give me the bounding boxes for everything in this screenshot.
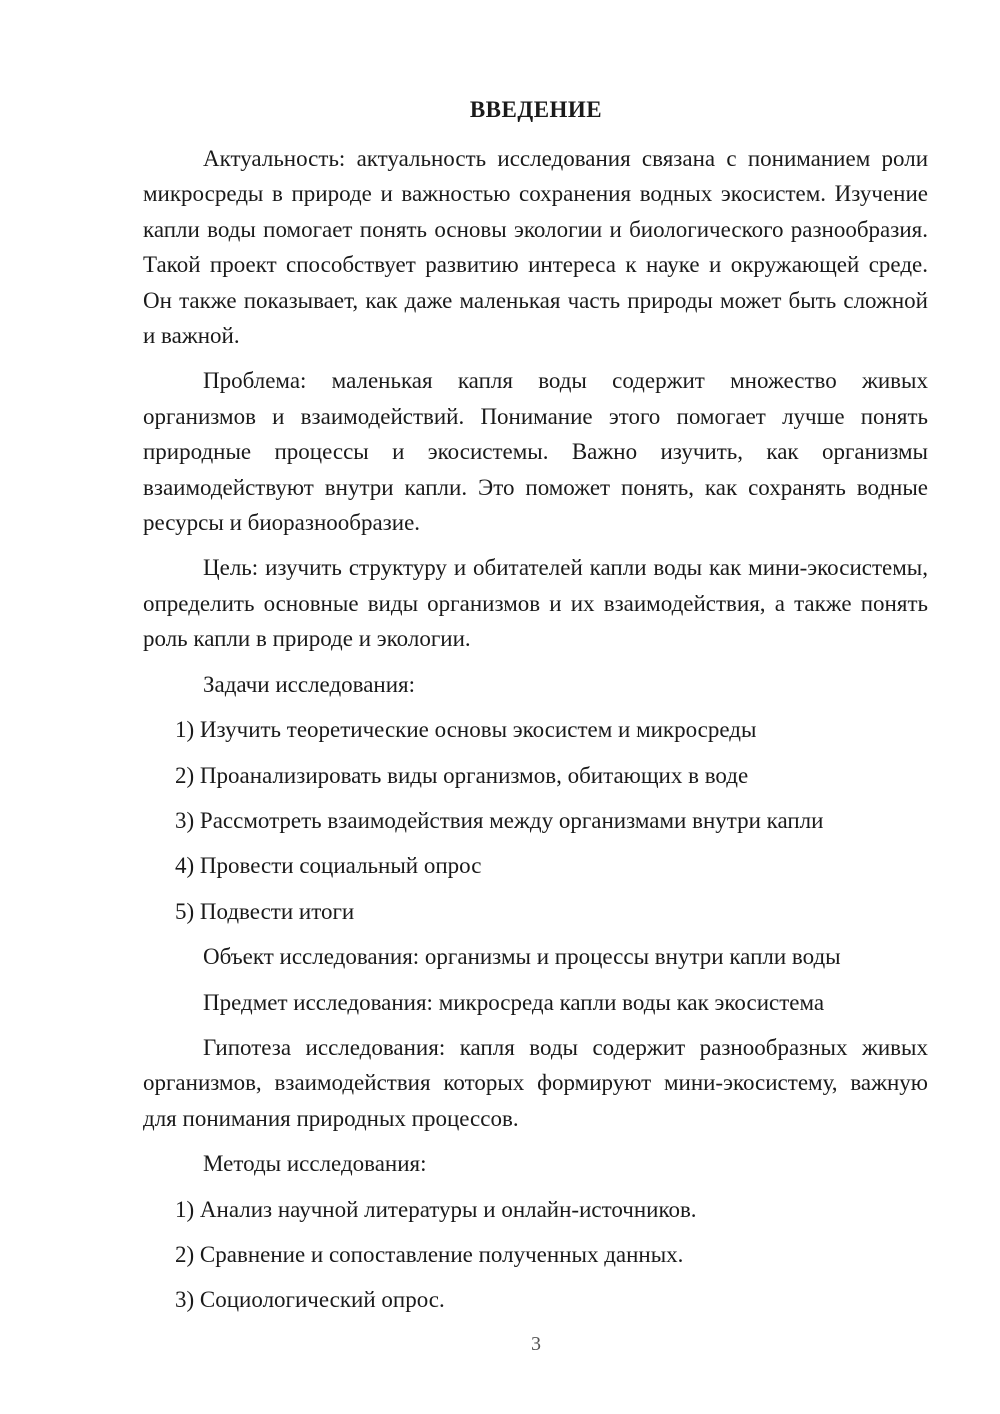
- task-item-1: 1) Изучить теоретические основы экосистем и микросреды: [175, 717, 757, 743]
- paragraph-hypothesis: Гипотеза исследования: капля воды содержит разнообразных живых организмов, взаимодействия которых формируют мини-экосистему, важную для понимания природных процессов.: [143, 1034, 928, 1131]
- page-number: 3: [531, 1333, 541, 1355]
- paragraph-relevance: Актуальность: актуальность исследования связана с пониманием роли микросреды в природе и важностью сохранения водных экосистем. Изучение капли воды помогает понять основы экологии и биологического разнообразия. Такой проект способствует развитию интереса к науке и окружающей среде. Он также показывает, как даже маленькая часть природы может быть сложной и важной.: [143, 146, 928, 349]
- task-item-3: 3) Рассмотреть взаимодействия между организмами внутри капли: [175, 807, 824, 833]
- task-item-5: 5) Подвести итоги: [175, 898, 355, 924]
- task-item-4: 4) Провести социальный опрос: [175, 853, 482, 879]
- page-title: ВВЕДЕНИЕ: [469, 97, 603, 122]
- method-item-2: 2) Сравнение и сопоставление полученных данных.: [175, 1241, 684, 1267]
- methods-heading: Методы исследования:: [203, 1151, 427, 1177]
- paragraph-problem: Проблема: маленькая капля воды содержит множество живых организмов и взаимодействий. Понимание этого помогает лучше понять природные процессы и экосистемы. Важно изучить, как организмы взаимодействуют внутри капли. Это поможет понять, как сохранять водные ресурсы и биоразнообразие.: [143, 368, 928, 536]
- body-text: [143, 141, 928, 1328]
- tasks-heading: Задачи исследования:: [203, 671, 416, 697]
- method-item-3: 3) Социологический опрос.: [175, 1287, 445, 1313]
- research-object: Объект исследования: организмы и процессы внутри капли воды: [203, 944, 841, 970]
- research-subject: Предмет исследования: микросреда капли воды как экосистема: [203, 989, 825, 1015]
- paragraph-goal: Цель: изучить структуру и обитателей капли воды как мини-экосистемы, определить основные виды организмов и их взаимодействия, а также понять роль капли в природе и экологии.: [143, 555, 928, 652]
- task-item-2: 2) Проанализировать виды организмов, обитающих в воде: [175, 762, 749, 788]
- method-item-1: 1) Анализ научной литературы и онлайн-источников.: [175, 1196, 697, 1222]
